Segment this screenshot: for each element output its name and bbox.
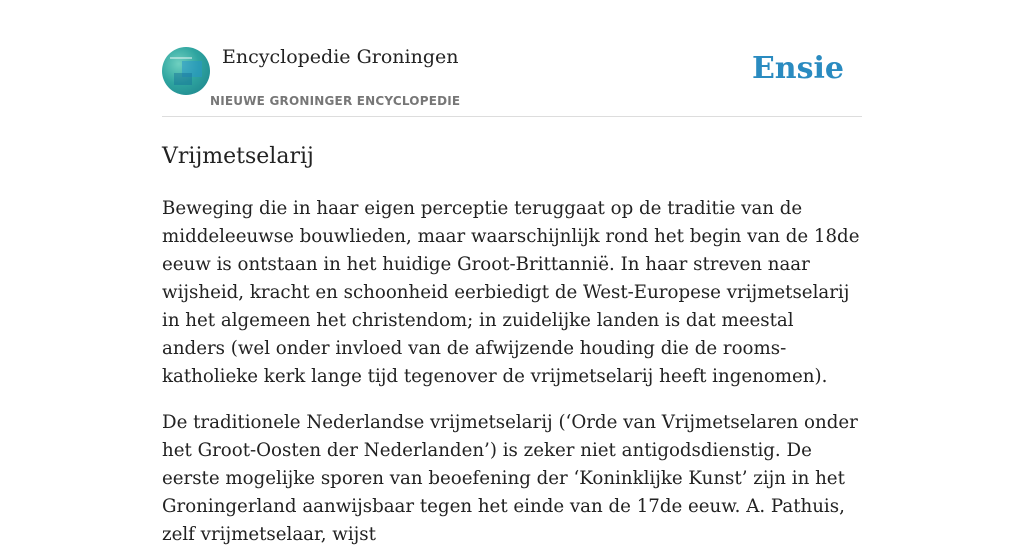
encyclopedia-logo-icon[interactable] <box>162 47 210 95</box>
site-header <box>162 0 862 117</box>
article-title: Vrijmetselarij <box>162 144 314 169</box>
article-paragraph-1: Beweging die in haar eigen perceptie teruggaat op de traditie van de middeleeuwse bouwlieden, maar waarschijnlijk rond het begin van de 18de eeuw is ontstaan in het huidige Groot-Brittannië. In haar streven naar wijsheid, kracht en schoonheid eerbiedigt de West-Europese vrijmetselarij in het algemeen het christendom; in zuidelijke landen is dat meestal anders (wel onder invloed van de afwijzende houding die de rooms-katholieke kerk lange tijd tegenover de vrijmetselarij heeft ingenomen). <box>162 198 860 387</box>
site-title-link[interactable]: Encyclopedie Groningen <box>222 46 459 68</box>
article-paragraph-2: De traditionele Nederlandse vrijmetselarij (‘Orde van Vrijmetselaren onder het Groot-Oosten der Nederlanden’) is zeker niet antigodsdienstig. De eerste mogelijke sporen van beoefening der ‘Koninklijke Kunst’ zijn in het Groningerland aanwijsbaar tegen het einde van de 17de eeuw. A. Pathuis, zelf vrijmetselaar, wijst <box>162 412 858 545</box>
site-subtitle: NIEUWE GRONINGER ENCYCLOPEDIE <box>210 94 461 108</box>
brand-logo-link[interactable]: Ensie <box>751 51 844 86</box>
page <box>162 0 862 549</box>
article-body <box>162 195 862 549</box>
